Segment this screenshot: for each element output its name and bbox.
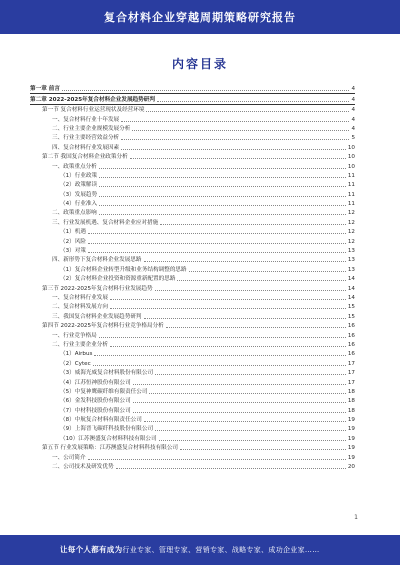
toc-entry[interactable] bbox=[30, 424, 355, 433]
toc-entry-page: 10 bbox=[347, 163, 355, 170]
toc-entry-page: 11 bbox=[347, 191, 355, 198]
toc-entry-page: 18 bbox=[347, 388, 355, 395]
toc-leader-dots bbox=[110, 299, 346, 300]
toc-entry[interactable] bbox=[30, 124, 355, 133]
toc-entry-text: 二、行业主要企业分析 bbox=[52, 341, 108, 348]
toc-leader-dots bbox=[88, 459, 346, 460]
toc-entry-text: （2）政策解读 bbox=[60, 182, 98, 189]
toc-entry-text: （2）复合材料企业投资和资源重新配置的思路 bbox=[60, 276, 176, 283]
toc-entry-page: 16 bbox=[347, 341, 355, 348]
toc-entry-text: 第一节 复合材料行业运营现状及经营环境 bbox=[42, 107, 145, 114]
toc-entry-page: 14 bbox=[347, 294, 355, 301]
toc-entry[interactable] bbox=[30, 114, 355, 123]
toc-leader-dots bbox=[99, 214, 346, 215]
toc-entry-page: 10 bbox=[347, 144, 355, 151]
toc-entry-page: 15 bbox=[347, 304, 355, 311]
toc-leader-dots bbox=[99, 205, 346, 206]
toc-entry[interactable] bbox=[30, 180, 355, 189]
page-number: 1 bbox=[354, 514, 358, 521]
toc-leader-dots bbox=[144, 318, 346, 319]
toc-entry-page: 19 bbox=[347, 445, 355, 452]
toc-entry-text: （5）中复神鹰碳纤维有限责任公司 bbox=[60, 388, 148, 395]
toc-entry-page: 16 bbox=[347, 332, 355, 339]
toc-entry[interactable] bbox=[30, 142, 355, 151]
toc-entry-page: 4 bbox=[351, 96, 355, 103]
toc-entry[interactable] bbox=[30, 189, 355, 198]
toc-entry[interactable] bbox=[30, 358, 355, 367]
toc-leader-dots bbox=[155, 374, 346, 375]
toc-leader-dots bbox=[133, 402, 346, 403]
toc-leader-dots bbox=[116, 468, 346, 469]
toc-leader-dots bbox=[88, 252, 346, 253]
toc-entry-text: 第二节 我国复合材料企业政策分析 bbox=[42, 154, 128, 161]
toc-entry-text: 三、行业主要经营效益分析 bbox=[52, 135, 120, 142]
toc-entry[interactable] bbox=[30, 94, 355, 104]
toc-entry-page: 16 bbox=[347, 351, 355, 358]
toc-entry-page: 4 bbox=[351, 107, 355, 114]
toc-entry[interactable] bbox=[30, 387, 355, 396]
toc-entry-text: 一、行业竞争格局 bbox=[52, 332, 97, 339]
toc-entry-text: 二、行业主要企业规模发展分析 bbox=[52, 125, 131, 132]
toc-leader-dots bbox=[99, 196, 346, 197]
toc-leader-dots bbox=[99, 337, 346, 338]
toc-entry-text: （6）金发科技股份有限公司 bbox=[60, 398, 131, 405]
toc-entry[interactable] bbox=[30, 264, 355, 273]
toc-entry[interactable] bbox=[30, 217, 355, 226]
toc-entry-text: （2）风险 bbox=[60, 238, 86, 245]
toc-entry[interactable] bbox=[30, 227, 355, 236]
toc-entry-page: 17 bbox=[347, 360, 355, 367]
toc-entry-page: 4 bbox=[351, 125, 355, 132]
footer-brand: 让每个人都有成为 bbox=[60, 545, 123, 554]
toc-entry[interactable] bbox=[30, 199, 355, 208]
toc-entry-page: 19 bbox=[347, 426, 355, 433]
toc-entry-text: （3）发展趋势 bbox=[60, 191, 98, 198]
toc-entry-text: 第五节 行业发展策略：江苏澳盛复合材料科技有限公司 bbox=[42, 445, 179, 452]
toc-entry[interactable] bbox=[30, 171, 355, 180]
toc-leader-dots bbox=[133, 384, 346, 385]
toc-entry-page: 12 bbox=[347, 238, 355, 245]
toc-entry-page: 18 bbox=[347, 407, 355, 414]
toc-entry[interactable] bbox=[30, 84, 355, 94]
toc-entry-text: 二、复合材料发展方向 bbox=[52, 304, 108, 311]
toc-entry-text: （1）复合材料企业转型升级和业务结构调整的思路 bbox=[60, 266, 187, 273]
toc-entry-page: 19 bbox=[347, 454, 355, 461]
toc-entry-page: 12 bbox=[347, 210, 355, 217]
toc-entry-page: 13 bbox=[347, 266, 355, 273]
toc-leader-dots bbox=[99, 186, 346, 187]
toc-entry[interactable] bbox=[30, 255, 355, 264]
toc-entry-page: 5 bbox=[351, 135, 355, 142]
toc-entry-text: 四、新形势下复合材料企业发展思路 bbox=[52, 257, 142, 264]
toc-leader-dots bbox=[110, 346, 346, 347]
toc-leader-dots bbox=[130, 158, 346, 159]
toc-entry-page: 11 bbox=[347, 182, 355, 189]
toc-leader-dots bbox=[149, 393, 345, 394]
toc-entry-text: （1）Airbus bbox=[60, 351, 93, 358]
toc-leader-dots bbox=[144, 261, 346, 262]
toc-entry-text: （7）中材科技股份有限公司 bbox=[60, 407, 131, 414]
toc-entry-page: 18 bbox=[347, 398, 355, 405]
toc-leader-dots bbox=[121, 139, 349, 140]
toc-leader-dots bbox=[155, 290, 346, 291]
toc-leader-dots bbox=[93, 365, 346, 366]
toc-leader-dots bbox=[144, 421, 346, 422]
toc-entry-text: 三、我国复合材料企业发展趋势研判 bbox=[52, 313, 142, 320]
toc-entry-text: （8）中航复合材料有限责任公司 bbox=[60, 417, 142, 424]
toc-leader-dots bbox=[88, 233, 346, 234]
toc-entry[interactable] bbox=[30, 236, 355, 245]
toc-entry[interactable] bbox=[30, 161, 355, 170]
toc-leader-dots bbox=[189, 271, 346, 272]
toc-entry[interactable] bbox=[30, 246, 355, 255]
toc-leader-dots bbox=[132, 130, 349, 131]
toc-entry-text: 第一章 前言 bbox=[30, 86, 60, 93]
toc-entry-page: 13 bbox=[347, 257, 355, 264]
toc-entry[interactable] bbox=[30, 452, 355, 461]
toc-entry-page: 16 bbox=[347, 323, 355, 330]
toc-entry[interactable] bbox=[30, 396, 355, 405]
toc-leader-dots bbox=[88, 243, 346, 244]
toc-entry-page: 19 bbox=[347, 417, 355, 424]
toc-entry-text: 二、政策重点影响 bbox=[52, 210, 97, 217]
toc-entry-text: （1）机遇 bbox=[60, 229, 86, 236]
toc-leader-dots bbox=[160, 224, 346, 225]
toc-entry-page: 19 bbox=[347, 435, 355, 442]
toc-entry-text: 第二章 2022-2025年复合材料企业发展趋势研判 bbox=[30, 96, 155, 103]
toc-entry[interactable] bbox=[30, 105, 355, 114]
toc-entry-page: 12 bbox=[347, 219, 355, 226]
toc-entry[interactable] bbox=[30, 293, 355, 302]
toc-entry-text: （3）对策 bbox=[60, 248, 86, 255]
toc-entry[interactable] bbox=[30, 405, 355, 414]
toc-entry[interactable] bbox=[30, 415, 355, 424]
toc-entry-page: 4 bbox=[351, 86, 355, 93]
toc-entry[interactable] bbox=[30, 283, 355, 292]
toc-entry-text: 一、复合材料行业发展 bbox=[52, 294, 108, 301]
toc-entry-text: （10）江苏澳盛复合材料科技有限公司 bbox=[60, 435, 157, 442]
toc-leader-dots bbox=[146, 111, 349, 112]
footer-tail: 行业专家、管理专家、营销专家、战略专家、成功企业家…… bbox=[122, 546, 320, 554]
toc-entry[interactable] bbox=[30, 330, 355, 339]
toc-entry-page: 13 bbox=[347, 248, 355, 255]
toc-leader-dots bbox=[180, 449, 346, 450]
toc-entry-text: 四、复合材料行业发展因素 bbox=[52, 144, 120, 151]
toc-entry[interactable] bbox=[30, 321, 355, 330]
report-footer bbox=[0, 535, 400, 565]
toc-leader-dots bbox=[121, 121, 349, 122]
toc-entry-text: （4）江苏恒神股份有限公司 bbox=[60, 379, 131, 386]
toc-entry-text: 三、行业发展机遇、复合材料企业应对措施 bbox=[52, 219, 159, 226]
toc-entry-page: 14 bbox=[347, 285, 355, 292]
toc-entry-page: 17 bbox=[347, 370, 355, 377]
toc-entry-page: 11 bbox=[347, 201, 355, 208]
toc-entry-page: 20 bbox=[347, 464, 355, 471]
toc-leader-dots bbox=[110, 308, 346, 309]
toc-entry[interactable] bbox=[30, 302, 355, 311]
toc-leader-dots bbox=[121, 149, 346, 150]
toc-entry[interactable] bbox=[30, 368, 355, 377]
toc-entry-text: 一、公司简介 bbox=[52, 454, 86, 461]
toc-entry[interactable] bbox=[30, 349, 355, 358]
toc-leader-dots bbox=[62, 90, 350, 91]
toc-entry-text: （9）上海晋飞碳纤科技股份有限公司 bbox=[60, 426, 154, 433]
toc-entry-page: 17 bbox=[347, 379, 355, 386]
toc-entry-text: （1）行业政策 bbox=[60, 172, 98, 179]
toc-entry[interactable] bbox=[30, 208, 355, 217]
toc-entry-page: 10 bbox=[347, 154, 355, 161]
toc-entry[interactable] bbox=[30, 377, 355, 386]
toc-entry-page: 15 bbox=[347, 313, 355, 320]
toc-leader-dots bbox=[166, 327, 346, 328]
toc-entry-text: 第三节 2022-2025年复合材料行业发展趋势 bbox=[42, 285, 153, 292]
toc-leader-dots bbox=[133, 412, 346, 413]
report-header bbox=[0, 0, 400, 34]
toc-entry[interactable] bbox=[30, 274, 355, 283]
toc-entry[interactable] bbox=[30, 340, 355, 349]
toc-leader-dots bbox=[94, 355, 345, 356]
toc-entry-text: （2）Cytec bbox=[60, 360, 91, 367]
toc-heading: 内容目录 bbox=[171, 57, 228, 71]
toc-entry[interactable] bbox=[30, 133, 355, 142]
toc-entry-page: 12 bbox=[347, 229, 355, 236]
toc-entry-text: 第四节 2022-2025年复合材料行业竞争格局分析 bbox=[42, 323, 164, 330]
toc-entry-text: （4）行业准入 bbox=[60, 201, 98, 208]
toc-entry-page: 14 bbox=[347, 276, 355, 283]
toc-leader-dots bbox=[99, 177, 346, 178]
toc-entry[interactable] bbox=[30, 443, 355, 452]
toc-entry[interactable] bbox=[30, 462, 355, 471]
toc-entry-text: （3）威海光威复合材料股份有限公司 bbox=[60, 370, 154, 377]
toc-leader-dots bbox=[177, 280, 345, 281]
toc-leader-dots bbox=[99, 168, 346, 169]
toc-entry-page: 11 bbox=[347, 172, 355, 179]
toc-leader-dots bbox=[157, 101, 350, 102]
toc-entry[interactable] bbox=[30, 152, 355, 161]
toc-leader-dots bbox=[155, 430, 346, 431]
toc-entry[interactable] bbox=[30, 433, 355, 442]
toc-entry-text: 二、公司技术及研发优势 bbox=[52, 464, 114, 471]
table-of-contents bbox=[30, 84, 355, 471]
toc-entry-page: 4 bbox=[351, 116, 355, 123]
toc-leader-dots bbox=[159, 440, 346, 441]
footer-slogan bbox=[60, 544, 320, 555]
toc-entry-text: 一、政策重点分析 bbox=[52, 163, 97, 170]
report-title: 复合材料企业穿越周期策略研究报告 bbox=[104, 11, 296, 24]
toc-entry[interactable] bbox=[30, 311, 355, 320]
toc-entry-text: 一、复合材料行业十年发展 bbox=[52, 116, 120, 123]
